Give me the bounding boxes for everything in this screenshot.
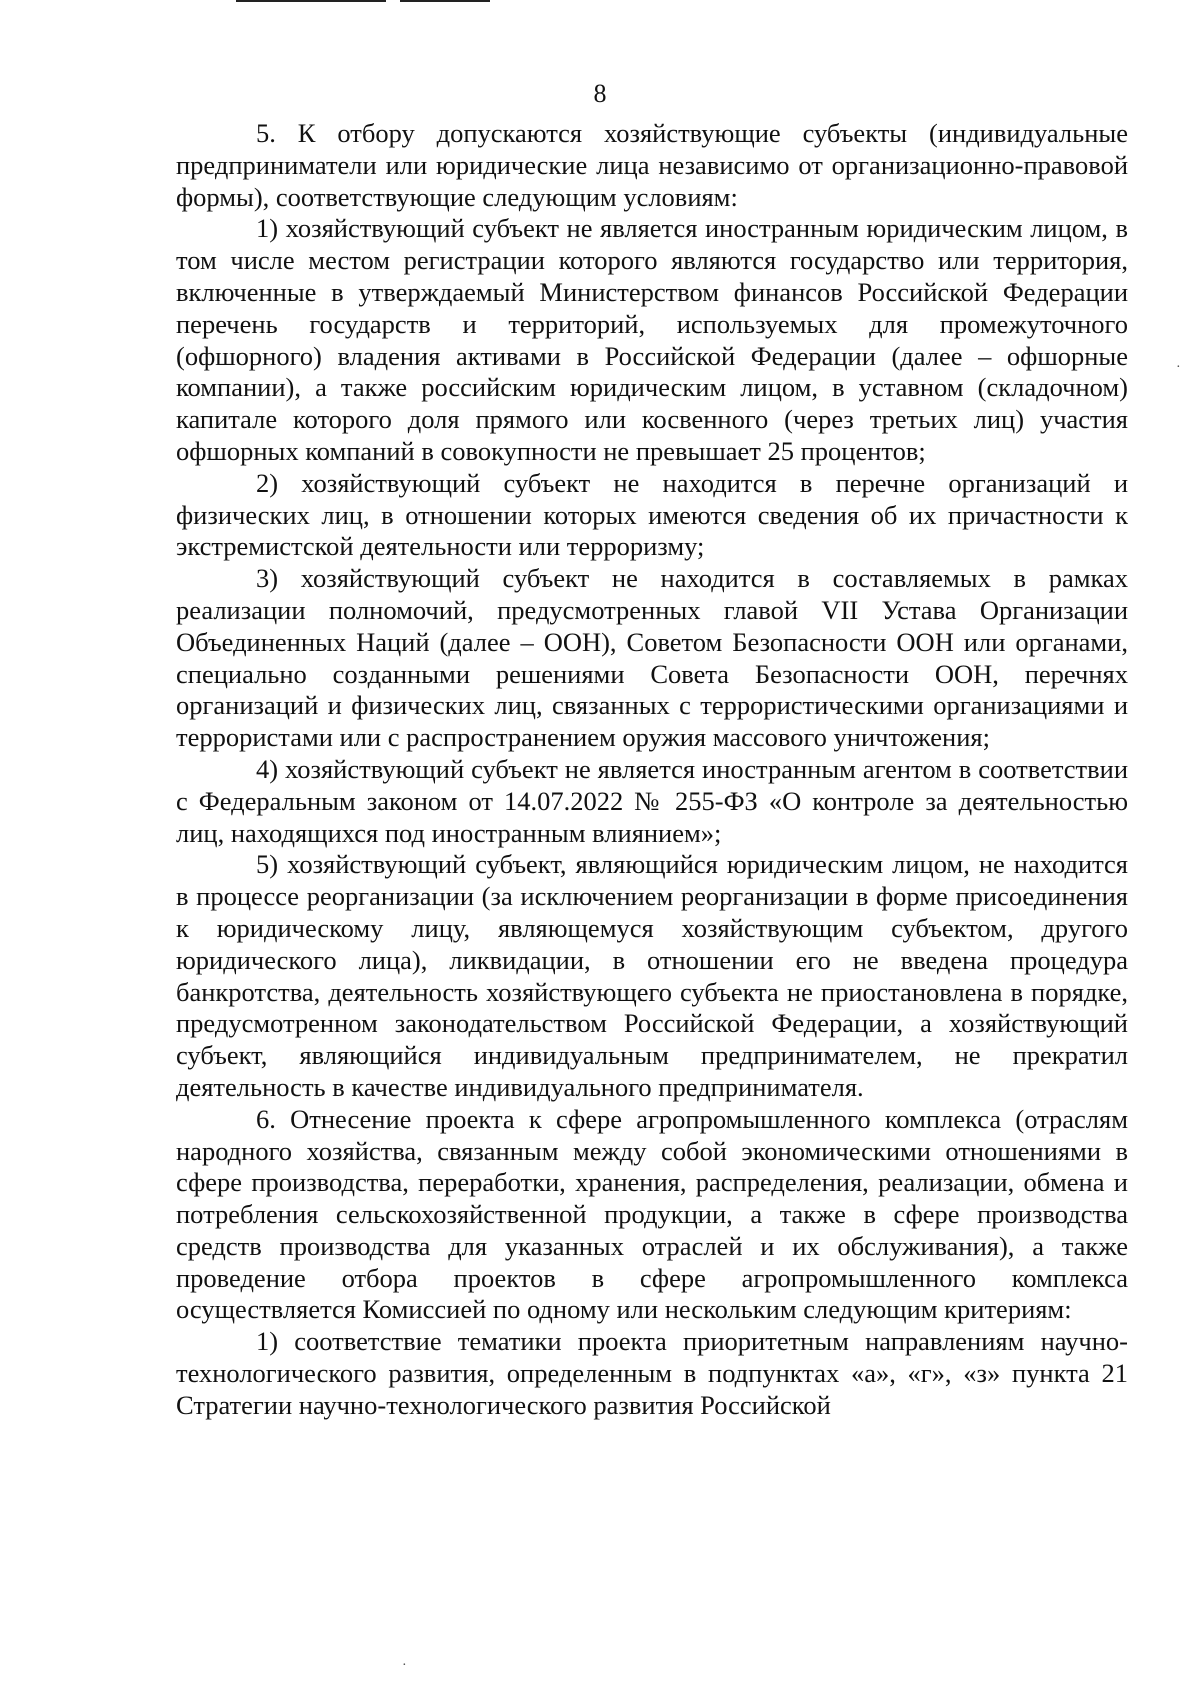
scan-speck: ·	[402, 1658, 407, 1673]
paragraph-5-item-5: 5) хозяйствующий субъект, являющийся юридическим лицом, не находится в процессе реорганизации (за исключением реорганизации в форме присоединения к юридическому лицу, являющемуся хозяйствующим субъектом, другого юридического лица), ликвидации, в отношении его не введена процедура банкротства, деятельность хозяйствующего субъекта не приостановлена в порядке, предусмотренном законодательством Российской Федерации, а хозяйствующий субъект, являющийся индивидуальным предпринимателем, не прекратил деятельность в качестве индивидуального предпринимателя.	[176, 849, 1128, 1102]
paragraph-6-item-1: 1) соответствие тематики проекта приоритетным направлениям научно-технологического развития, определенным в подпунктах «а», «г», «з» пункта 21 Стратегии научно-технологического развития Российской	[176, 1326, 1128, 1420]
scan-edge-mark	[400, 0, 490, 2]
page-number: 8	[593, 79, 607, 108]
document-body	[176, 118, 1128, 1422]
paragraph-5-item-3: 3) хозяйствующий субъект не находится в составляемых в рамках реализации полномочий, предусмотренных главой VII Устава Организации Объединенных Наций (далее – ООН), Советом Безопасности ООН или органами, специально созданными решениями Совета Безопасности ООН, перечнях организаций и физических лиц, связанных с террористическими организациями и террористами или с распространением оружия массового уничтожения;	[176, 563, 1128, 753]
scan-speck: ·	[1176, 360, 1181, 375]
paragraph-5-item-4: 4) хозяйствующий субъект не является иностранным агентом в соответствии с Федеральным законом от 14.07.2022 № 255-ФЗ «О контроле за деятельностью лиц, находящихся под иностранным влиянием»;	[176, 753, 1128, 848]
paragraph-5-item-2: 2) хозяйствующий субъект не находится в перечне организаций и физических лиц, в отношении которых имеются сведения об их причастности к экстремистской деятельности или терроризму;	[176, 467, 1128, 562]
paragraph-6: 6. Отнесение проекта к сфере агропромышленного комплекса (отраслям народного хозяйства, связанным между собой экономическими отношениями в сфере производства, переработки, хранения, распределения, реализации, обмена и потребления сельскохозяйственной продукции, а также в сфере производства средств производства для указанных отраслей и их обслуживания), а также проведение отбора проектов в сфере агропромышленного комплекса осуществляется Комиссией по одному или нескольким следующим критериям:	[176, 1103, 1128, 1325]
scan-edge-mark	[236, 0, 386, 2]
paragraph-5-item-1: 1) хозяйствующий субъект не является иностранным юридическим лицом, в том числе местом регистрации которого являются государство или территория, включенные в утверждаемый Министерством финансов Российской Федерации перечень государств и территорий, используемых для промежуточного (офшорного) владения активами в Российской Федерации (далее – офшорные компании), а также российским юридическим лицом, в уставном (складочном) капитале которого доля прямого или косвенного (через третьих лиц) участия офшорных компаний в совокупности не превышает 25 процентов;	[176, 213, 1128, 466]
paragraph-5: 5. К отбору допускаются хозяйствующие субъекты (индивидуальные предприниматели или юридические лица независимо от организационно-правовой формы), соответствующие следующим условиям:	[176, 118, 1128, 212]
